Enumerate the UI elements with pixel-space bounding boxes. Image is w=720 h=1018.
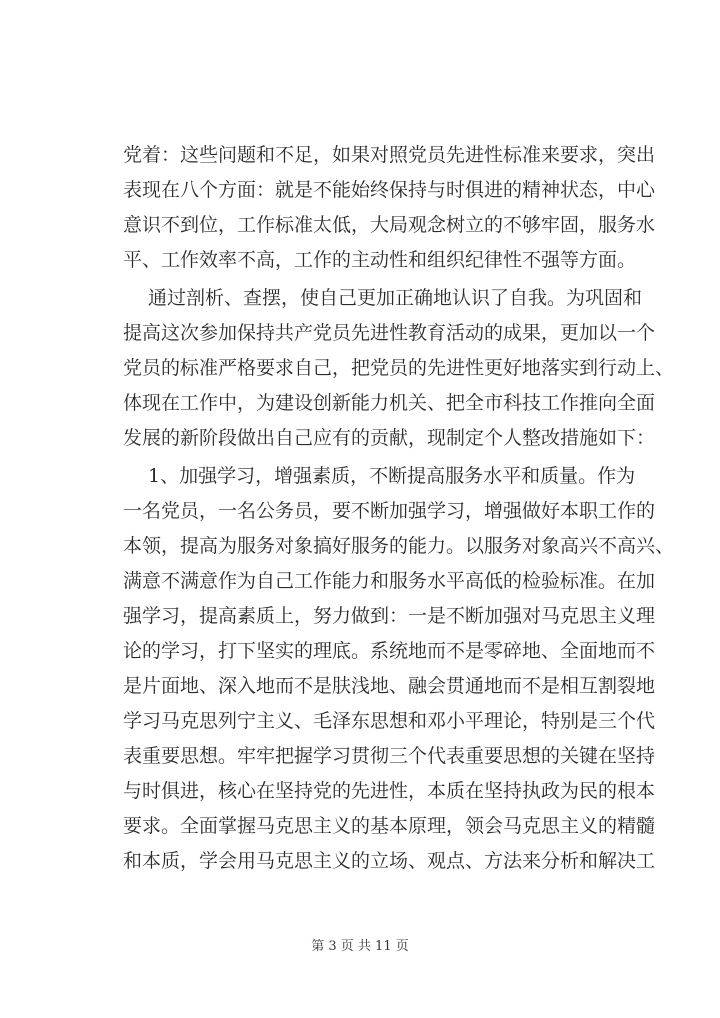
text-line: 平、工作效率不高，工作的主动性和组织纪律性不强等方面。 [123,249,637,271]
text-line: 党着：这些问题和不足，如果对照党员先进性标准来要求，突出 [123,144,656,166]
text-line: 通过剖析、查摆，使自己更加正确地认识了自我。为巩固和 [148,287,643,309]
text-line: 学习马克思列宁主义、毛泽东思想和邓小平理论，特别是三个代 [123,710,656,732]
text-line: 表现在八个方面：就是不能始终保持与时俱进的精神状态，中心 [123,179,656,201]
text-line: 表重要思想。牢牢把握学习贯彻三个代表重要思想的关键在坚持 [123,745,656,767]
text-line: 满意不满意作为自己工作能力和服务水平高低的检验标准。在加 [123,570,656,592]
text-line: 体现在工作中，为建设创新能力机关、把全市科技工作推向全面 [123,392,656,414]
text-line: 意识不到位，工作标准太低，大局观念树立的不够牢固，服务水 [123,214,656,236]
text-line: 一名党员，一名公务员，要不断加强学习，增强做好本职工作的 [123,500,656,522]
text-line: 本领，提高为服务对象搞好服务的能力。以服务对象高兴不高兴、 [123,535,675,557]
text-line: 发展的新阶段做出自己应有的贡献，现制定个人整改措施如下： [123,427,656,449]
text-line: 是片面地、深入地而不是肤浅地、融会贯通地而不是相互割裂地 [123,675,656,697]
text-line: 要求。全面掌握马克思主义的基本原理，领会马克思主义的精髓 [123,815,656,837]
text-line: 论的学习，打下坚实的理底。系统地而不是零碎地、全面地而不 [123,640,656,662]
text-line: 与时俱进，核心在坚持党的先进性，本质在坚持执政为民的根本 [123,780,656,802]
text-line: 提高这次参加保持共产党员先进性教育活动的成果，更加以一个 [123,322,656,344]
text-line: 和本质，学会用马克思主义的立场、观点、方法来分析和解决工 [123,850,656,872]
text-line: 强学习，提高素质上，努力做到：一是不断加强对马克思主义理 [123,605,656,627]
page-footer: 第 3 页 共 11 页 [311,939,409,954]
text-line: 党员的标准严格要求自己，把党员的先进性更好地落实到行动上、 [123,357,675,379]
text-line: 1、加强学习，增强素质，不断提高服务水平和质量。作为 [148,465,636,487]
